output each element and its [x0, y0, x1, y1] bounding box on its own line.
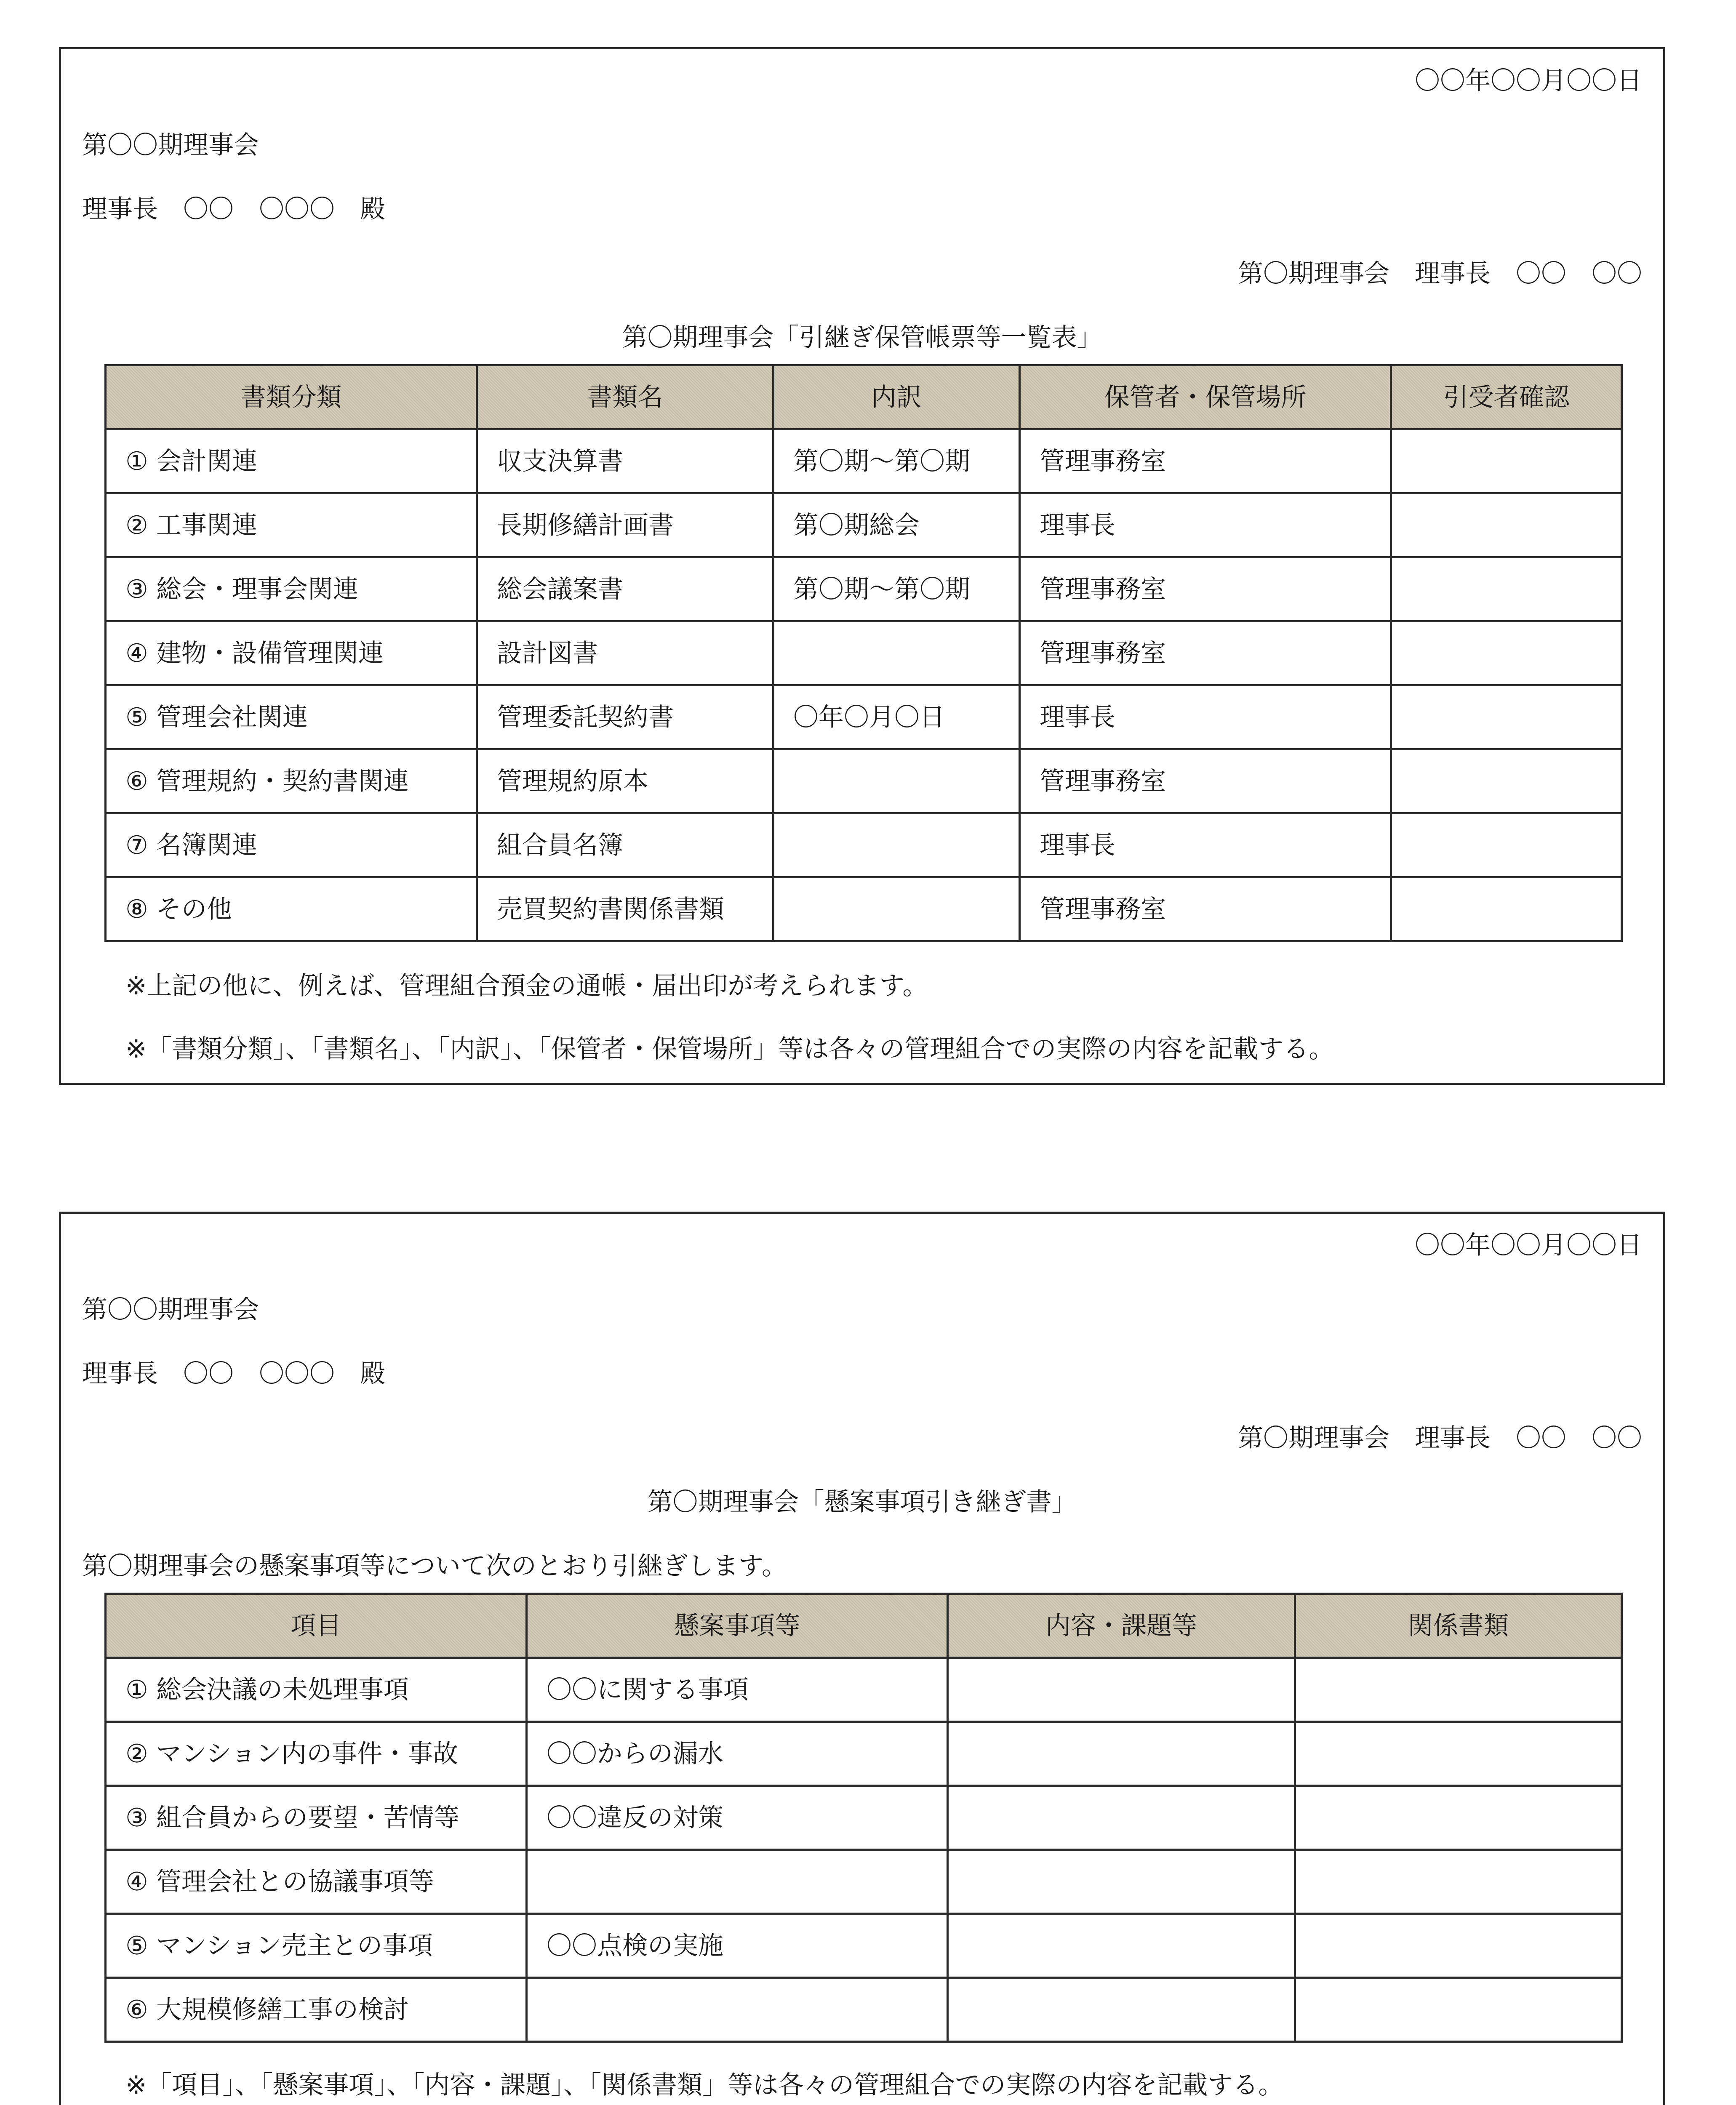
header-receiver-confirmation: 引受者確認 — [1391, 365, 1622, 429]
recipient-chair: 理事長 〇〇 〇〇〇 殿 — [82, 1359, 385, 1388]
header-content-issues: 内容・課題等 — [948, 1594, 1295, 1658]
cell-breakdown: 〇年〇月〇日 — [773, 685, 1020, 749]
cell-related-docs — [1295, 1722, 1622, 1786]
cell-custodian: 管理事務室 — [1020, 429, 1391, 493]
cell-breakdown — [773, 813, 1020, 877]
header-item: 項目 — [106, 1594, 527, 1658]
table-row — [106, 1658, 1622, 1722]
cell-content — [948, 1658, 1295, 1722]
cell-item: ③ 組合員からの要望・苦情等 — [106, 1786, 527, 1850]
header-document-name: 書類名 — [477, 365, 773, 429]
cell-category: ⑥ 管理規約・契約書関連 — [106, 749, 477, 813]
cell-pending-issue: 〇〇点検の実施 — [527, 1914, 948, 1978]
cell-custodian: 管理事務室 — [1020, 749, 1391, 813]
cell-custodian: 理事長 — [1020, 685, 1391, 749]
cell-confirmation — [1391, 621, 1622, 685]
document-title: 第〇期理事会「懸案事項引き継ぎ書」 — [647, 1487, 1077, 1517]
cell-document-name: 管理規約原本 — [477, 749, 773, 813]
intro-text: 第〇期理事会の懸案事項等について次のとおり引継ぎします。 — [82, 1551, 787, 1581]
cell-custodian: 管理事務室 — [1020, 621, 1391, 685]
cell-custodian: 管理事務室 — [1020, 877, 1391, 941]
table-header-row — [106, 365, 1622, 429]
cell-breakdown — [773, 877, 1020, 941]
table-row — [106, 749, 1622, 813]
table-row — [106, 621, 1622, 685]
cell-category: ③ 総会・理事会関連 — [106, 557, 477, 621]
cell-confirmation — [1391, 493, 1622, 557]
cell-related-docs — [1295, 1914, 1622, 1978]
table-row — [106, 1722, 1622, 1786]
recipient-chair: 理事長 〇〇 〇〇〇 殿 — [82, 195, 385, 224]
cell-content — [948, 1978, 1295, 2042]
cell-item: ⑤ マンション売主との事項 — [106, 1914, 527, 1978]
cell-document-name: 売買契約書関係書類 — [477, 877, 773, 941]
cell-content — [948, 1722, 1295, 1786]
cell-content — [948, 1914, 1295, 1978]
table-row — [106, 1914, 1622, 1978]
table-row — [106, 813, 1622, 877]
header-breakdown: 内訳 — [773, 365, 1020, 429]
cell-document-name: 組合員名簿 — [477, 813, 773, 877]
header-document-category: 書類分類 — [106, 365, 477, 429]
sender: 第〇期理事会 理事長 〇〇 〇〇 — [1238, 259, 1642, 288]
cell-item: ④ 管理会社との協議事項等 — [106, 1850, 527, 1914]
cell-related-docs — [1295, 1658, 1622, 1722]
recipient-board: 第〇〇期理事会 — [82, 1295, 259, 1324]
cell-breakdown — [773, 749, 1020, 813]
cell-confirmation — [1391, 749, 1622, 813]
cell-confirmation — [1391, 813, 1622, 877]
table-header-row — [106, 1594, 1622, 1658]
cell-confirmation — [1391, 685, 1622, 749]
cell-document-name: 収支決算書 — [477, 429, 773, 493]
cell-item: ⑥ 大規模修繕工事の検討 — [106, 1978, 527, 2042]
pending-issues-table — [104, 1593, 1623, 2043]
cell-breakdown: 第〇期総会 — [773, 493, 1020, 557]
note-fill-instructions: ※「書類分類」、「書類名」、「内訳」、「保管者・保管場所」等は各々の管理組合での実際の内容を記載する。 — [125, 1034, 1334, 1064]
cell-item: ① 総会決議の未処理事項 — [106, 1658, 527, 1722]
table-row — [106, 557, 1622, 621]
cell-category: ⑤ 管理会社関連 — [106, 685, 477, 749]
cell-category: ⑦ 名簿関連 — [106, 813, 477, 877]
table-row — [106, 429, 1622, 493]
cell-confirmation — [1391, 429, 1622, 493]
cell-category: ⑧ その他 — [106, 877, 477, 941]
recipient-board: 第〇〇期理事会 — [82, 131, 259, 160]
note-other-items: ※上記の他に、例えば、管理組合預金の通帳・届出印が考えられます。 — [125, 971, 928, 1001]
cell-document-name: 管理委託契約書 — [477, 685, 773, 749]
cell-related-docs — [1295, 1978, 1622, 2042]
cell-custodian: 管理事務室 — [1020, 557, 1391, 621]
cell-item: ② マンション内の事件・事故 — [106, 1722, 527, 1786]
cell-confirmation — [1391, 877, 1622, 941]
cell-custodian: 理事長 — [1020, 813, 1391, 877]
document-date: 〇〇年〇〇月〇〇日 — [1415, 66, 1642, 96]
cell-pending-issue — [527, 1850, 948, 1914]
cell-custodian: 理事長 — [1020, 493, 1391, 557]
note-fill-instructions: ※「項目」、「懸案事項」、「内容・課題」、「関係書類」等は各々の管理組合での実際の内容を記載する。 — [125, 2070, 1284, 2100]
header-custodian-location: 保管者・保管場所 — [1020, 365, 1391, 429]
cell-related-docs — [1295, 1786, 1622, 1850]
cell-document-name: 設計図書 — [477, 621, 773, 685]
cell-document-name: 長期修繕計画書 — [477, 493, 773, 557]
table-row — [106, 685, 1622, 749]
cell-document-name: 総会議案書 — [477, 557, 773, 621]
cell-category: ① 会計関連 — [106, 429, 477, 493]
cell-pending-issue: 〇〇違反の対策 — [527, 1786, 948, 1850]
table-row — [106, 493, 1622, 557]
cell-pending-issue: 〇〇からの漏水 — [527, 1722, 948, 1786]
cell-pending-issue: 〇〇に関する事項 — [527, 1658, 948, 1722]
cell-content — [948, 1850, 1295, 1914]
cell-related-docs — [1295, 1850, 1622, 1914]
header-pending-issues: 懸案事項等 — [527, 1594, 948, 1658]
cell-confirmation — [1391, 557, 1622, 621]
cell-category: ④ 建物・設備管理関連 — [106, 621, 477, 685]
pending-issues-document — [59, 1212, 1665, 2105]
table-row — [106, 1978, 1622, 2042]
document-title: 第〇期理事会「引継ぎ保管帳票等一覧表」 — [622, 323, 1102, 352]
table-row — [106, 1850, 1622, 1914]
handover-ledger-document — [59, 47, 1665, 1085]
table-row — [106, 877, 1622, 941]
cell-breakdown: 第〇期～第〇期 — [773, 429, 1020, 493]
cell-breakdown: 第〇期～第〇期 — [773, 557, 1020, 621]
document-date: 〇〇年〇〇月〇〇日 — [1415, 1231, 1642, 1260]
cell-category: ② 工事関連 — [106, 493, 477, 557]
cell-breakdown — [773, 621, 1020, 685]
handover-ledger-table — [104, 364, 1623, 942]
table-row — [106, 1786, 1622, 1850]
cell-pending-issue — [527, 1978, 948, 2042]
sender: 第〇期理事会 理事長 〇〇 〇〇 — [1238, 1423, 1642, 1453]
header-related-documents: 関係書類 — [1295, 1594, 1622, 1658]
cell-content — [948, 1786, 1295, 1850]
